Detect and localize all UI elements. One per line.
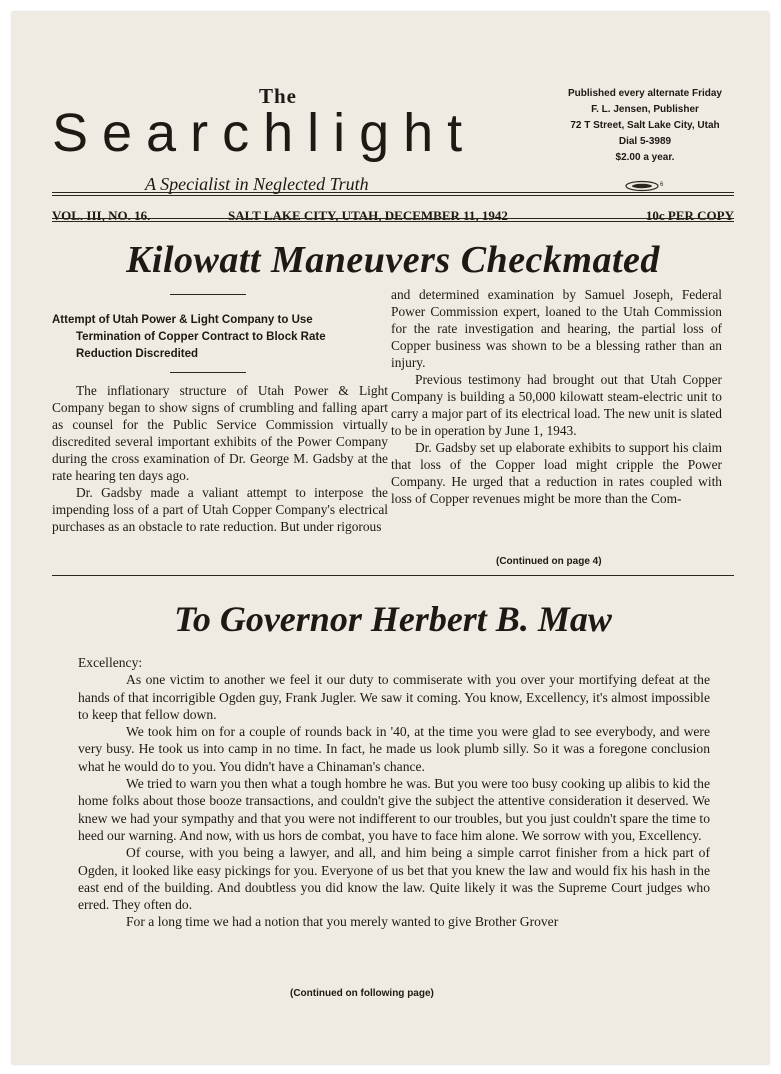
- volume-number: VOL. III, NO. 16.: [52, 208, 151, 223]
- section-rule: [52, 575, 734, 576]
- top-rule: [52, 192, 734, 193]
- masthead-title: Searchlight: [52, 103, 477, 163]
- paragraph: Dr. Gadsby made a valiant attempt to interpose the impending loss of a part of Utah Copper Company's electrical purchases as an obstacle to rate reduction. But under rigorous: [52, 485, 388, 534]
- article1-right-column: [391, 286, 722, 507]
- paragraph: Of course, with you being a lawyer, and all, and him being a simple carrot finisher from a hick part of Ogden, it looked like easy pickings for you. Everyone of us bet that you knew the law and would fix his hash in the east end of the building. And doubtless you did know the law. Quite likely it was the Supreme Court judges who erred. They often do.: [78, 845, 710, 913]
- paragraph: For a long time we had a notion that you merely wanted to give Brother Grover: [126, 914, 559, 930]
- paragraph: Dr. Gadsby set up elaborate exhibits to support his claim that loss of the Copper load might cripple the Power Company. He urged that a reduction in rates coupled with loss of Copper revenues might be more than the Com-: [391, 440, 722, 506]
- subhead-line: Termination of Copper Contract to Block Rate: [76, 331, 326, 343]
- top-rule: [52, 195, 734, 196]
- place-date: SALT LAKE CITY, UTAH, DECEMBER 11, 1942: [228, 208, 508, 223]
- paragraph: We tried to warn you then what a tough hombre he was. But you were too busy cooking up alibis to kid the home folks about those booze transactions, and couldn't give the subject the attentive consideration it deserved. We knew we had your sympathy and that you were not indifferent to our troubles, but you just couldn't spare the time to heed our warning. And now, with us hors de combat, you have to face him alone. We sorrow with you, Excellency.: [78, 776, 710, 843]
- price: 10c PER COPY: [645, 208, 734, 223]
- subhead-rule: [170, 372, 246, 373]
- continued-note: (Continued on page 4): [496, 556, 602, 567]
- salutation: Excellency:: [78, 655, 143, 670]
- article1-left-column: [52, 382, 388, 535]
- newspaper-page: [12, 12, 769, 1064]
- publisher-line: 72 T Street, Salt Lake City, Utah: [570, 120, 720, 131]
- dateline-rule: [52, 221, 734, 222]
- article1-subhead: [52, 312, 388, 363]
- dateline-rule: [52, 218, 734, 219]
- continued-note: (Continued on following page): [290, 988, 434, 999]
- paragraph: and determined examination by Samuel Joseph, Federal Power Commission expert, loaned to the Utah Commission for the rate investigation and hearing, the partial loss of Copper business was shown to be a blessing rather than an injury.: [391, 287, 722, 370]
- subhead-line: Attempt of Utah Power & Light Company to Use: [52, 314, 313, 326]
- article2-headline: To Governor Herbert B. Maw: [174, 599, 612, 639]
- paragraph: We took him on for a couple of rounds back in '40, at the time you were glad to see everybody, and were very busy. He took us into camp in no time. In fact, he made us look plumb silly. So it was a foregone conclusion what he would do to you. You didn't have a Chinaman's chance.: [78, 724, 710, 774]
- publisher-line: $2.00 a year.: [615, 152, 675, 163]
- paragraph: As one victim to another we feel it our duty to commiserate with you over your mortifying defeat at the hands of that incorrigible Ogden guy, Frank Jugler. We saw it coming. You know, Excellency, it's almost impossible to keep that fellow down.: [78, 672, 710, 722]
- paragraph: The inflationary structure of Utah Power & Light Company began to show signs of crumbling and falling apart as counsel for the Public Service Commission virtually discredited several important exhibits of the Power Company during the cross examination of Dr. George M. Gadsby at the rate hearing ten days ago.: [52, 383, 388, 483]
- article2-body: [78, 654, 710, 931]
- article1-headline: Kilowatt Maneuvers Checkmated: [126, 239, 660, 281]
- masthead-tagline: A Specialist in Neglected Truth: [145, 174, 369, 194]
- svg-text:6: 6: [660, 182, 664, 188]
- publisher-info: [540, 86, 750, 166]
- paragraph: Previous testimony had brought out that Utah Copper Company is building a 50,000 kilowatt steam-electric unit to carry a major part of its electrical load. The new unit is slated to be in operation by June 1, 1943.: [391, 372, 722, 438]
- subhead-line: Reduction Discredited: [76, 348, 199, 360]
- union-label-icon: [624, 180, 666, 192]
- publisher-line: F. L. Jensen, Publisher: [591, 104, 699, 115]
- subhead-rule: [170, 294, 246, 295]
- publisher-line: Dial 5-3989: [618, 136, 672, 147]
- masthead-the: The: [259, 84, 298, 108]
- publisher-line: Published every alternate Friday: [568, 88, 722, 99]
